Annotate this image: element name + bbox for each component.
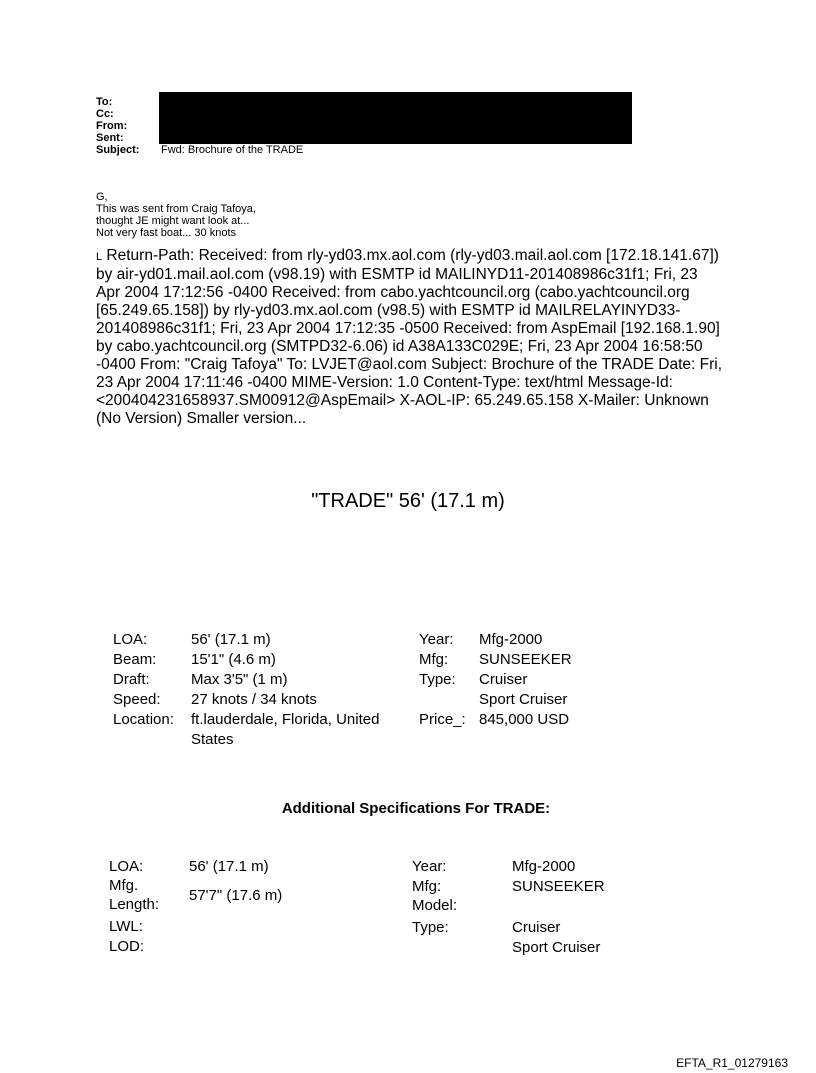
add-type-label: Type: xyxy=(412,919,449,936)
yacht-title: "TRADE" 56' (17.1 m) xyxy=(311,490,505,512)
type-label: Type: xyxy=(419,671,456,688)
location-label: Location: xyxy=(113,711,174,728)
location-value-line-2: States xyxy=(191,731,234,748)
note-line-1: G, xyxy=(96,191,108,203)
add-type-value-line-1: Cruiser xyxy=(512,919,561,936)
note-line-2: This was sent from Craig Tafoya, xyxy=(96,203,256,215)
year-label: Year: xyxy=(419,631,454,648)
beam-label: Beam: xyxy=(113,651,157,668)
forwarded-headers xyxy=(96,247,724,428)
to-label: To: xyxy=(96,96,113,108)
note-line-3: thought JE might want look at... xyxy=(96,215,250,227)
mfg-label: Mfg: xyxy=(419,651,449,668)
paragraph-marker: L xyxy=(96,251,103,263)
price-label: Price_: xyxy=(419,711,466,728)
add-loa-value: 56' (17.1 m) xyxy=(189,858,269,875)
from-label: From: xyxy=(96,120,128,132)
add-loa-label: LOA: xyxy=(109,858,144,875)
add-mfg-length-value: 57'7" (17.6 m) xyxy=(189,887,283,904)
cc-label: Cc: xyxy=(96,108,114,120)
additional-specs-title: Additional Specifications For TRADE: xyxy=(281,800,551,817)
add-lod-label: LOD: xyxy=(109,938,145,955)
loa-value: 56' (17.1 m) xyxy=(191,631,271,648)
location-value-line-1: ft.lauderdale, Florida, United xyxy=(191,711,380,728)
draft-value: Max 3'5" (1 m) xyxy=(191,671,288,688)
mfg-value: SUNSEEKER xyxy=(479,651,572,668)
price-value: 845,000 USD xyxy=(479,711,570,728)
subject-value: Fwd: Brochure of the TRADE xyxy=(161,144,304,156)
add-mfg-model-label: Mfg: Model: xyxy=(412,878,458,914)
speed-value: 27 knots / 34 knots xyxy=(191,691,317,708)
add-year-label: Year: xyxy=(412,858,447,875)
beam-value: 15'1" (4.6 m) xyxy=(191,651,276,668)
speed-label: Speed: xyxy=(113,691,161,708)
headers-text: Return-Path: Received: from rly-yd03.mx.aol.com (rly-yd03.mail.aol.com [172.18.141.67]) by air-yd01.mail.aol.com (v98.19) with ESMTP id MAILINYD11-201408986c31f1; Fri, 23 Apr 2004 17:12:56 -0400 Received: from cabo.yachtcouncil.org (cabo.yachtcouncil.org [65.249.65.158]) by rly-yd03.mx.aol.com (v98.5) with ESMTP id MAILRELAYINYD33-201408986c31f1; Fri, 23 Apr 2004 17:12:35 -0500 Received: from AspEmail [192.168.1.90] by cabo.yachtcouncil.org (SMTPD32-6.06) id A38A133C029E; Fri, 23 Apr 2004 16:58:50 -0400 From: "Craig Tafoya" To: LVJET@aol.com Subject: Brochure of the TRADE Date: Fri, 23 Apr 2004 17:11:46 -0400 MIME-Version: 1.0 Content-Type: text/html Message-Id: <200404231658937.SM00912@AspEmail> X-AOL-IP: 65.249.65.158 X-Mailer: Unknown (No Version) Smaller version... xyxy=(96,247,723,427)
document-id: EFTA_R1_01279163 xyxy=(676,1056,788,1070)
note-line-4: Not very fast boat... 30 knots xyxy=(96,227,237,239)
add-year-value: Mfg-2000 xyxy=(512,858,576,875)
sent-label: Sent: xyxy=(96,132,124,144)
draft-label: Draft: xyxy=(113,671,150,688)
type-value-line-2: Sport Cruiser xyxy=(479,691,568,708)
add-mfg-length-label: Mfg. Length: xyxy=(109,877,160,913)
year-value: Mfg-2000 xyxy=(479,631,543,648)
subject-label: Subject: xyxy=(96,144,140,156)
add-mfg-model-value: SUNSEEKER xyxy=(512,878,605,895)
loa-label: LOA: xyxy=(113,631,148,648)
sent-value: Mon 4/26/2004 2:06:40 AM xyxy=(161,131,294,143)
add-type-value-line-2: Sport Cruiser xyxy=(512,939,601,956)
add-lwl-label: LWL: xyxy=(109,918,143,935)
type-value-line-1: Cruiser xyxy=(479,671,528,688)
